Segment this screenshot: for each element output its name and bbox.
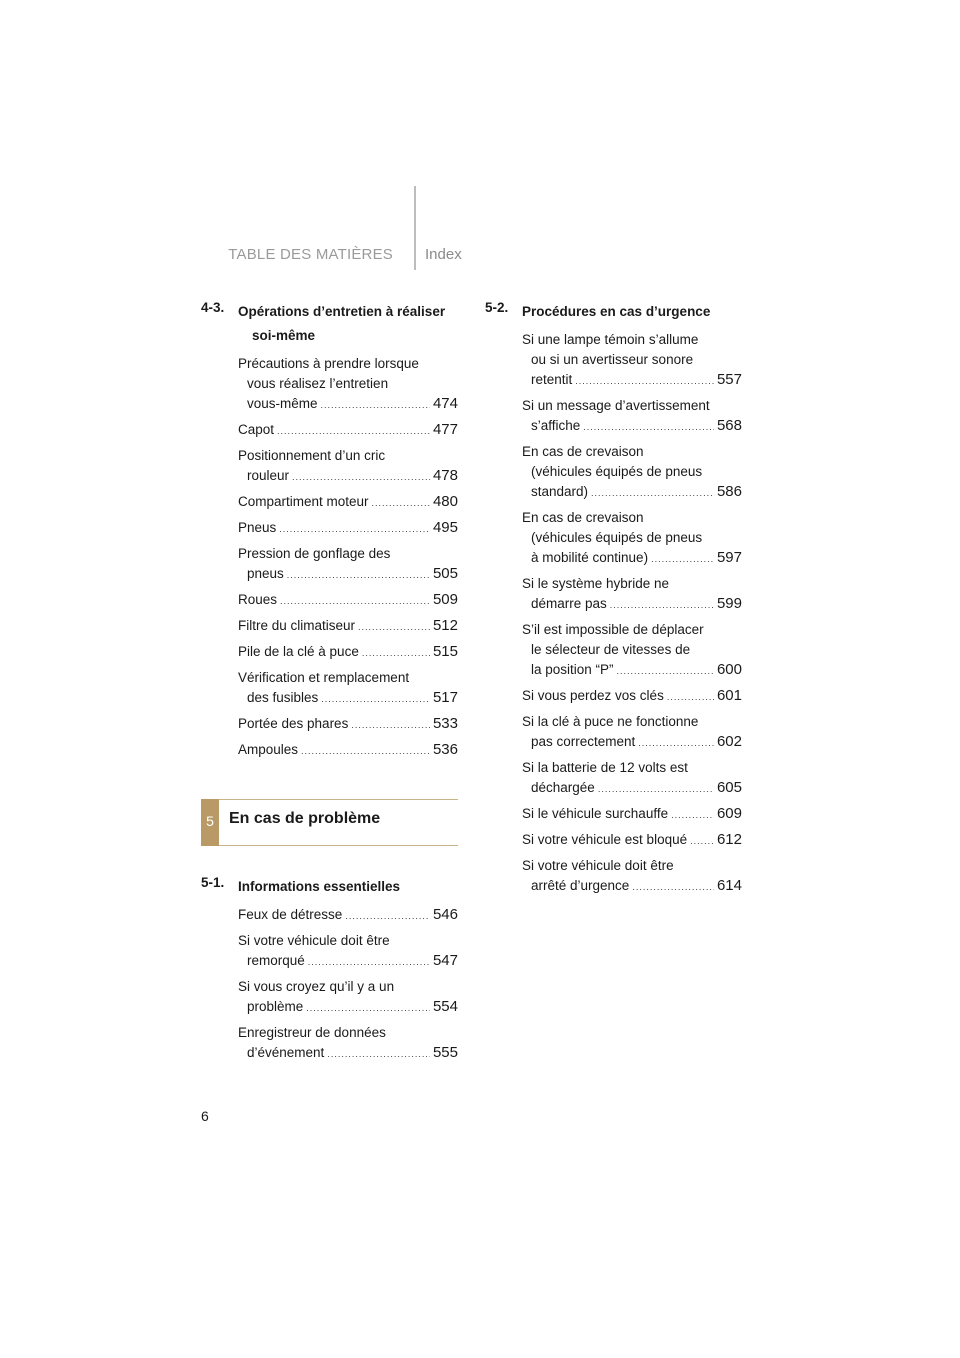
toc-entry-line: Vérification et remplacement: [238, 670, 410, 685]
toc-entry-line: Pression de gonflage des: [238, 546, 391, 561]
page-ref[interactable]: 536: [432, 741, 458, 758]
toc-entry[interactable]: [238, 446, 458, 487]
page-ref[interactable]: 515: [432, 643, 458, 660]
dot-leader: [301, 741, 430, 761]
dot-leader: [287, 565, 430, 585]
toc-entry-line: Si vous croyez qu’il y a un: [238, 979, 395, 994]
toc-entry-lastline: [238, 492, 458, 513]
toc-entry-lastline: [238, 564, 458, 585]
toc-entry[interactable]: [522, 856, 742, 897]
dot-leader: [362, 643, 430, 663]
toc-entry-text: Roues: [238, 592, 278, 607]
section-heading-4-3: [201, 300, 458, 348]
dot-leader: [667, 687, 714, 707]
page-ref[interactable]: 555: [432, 1044, 458, 1061]
page-ref[interactable]: 557: [716, 371, 742, 388]
page-ref[interactable]: 512: [432, 617, 458, 634]
dot-leader: [598, 779, 714, 799]
toc-entry[interactable]: [522, 330, 742, 391]
toc-entry-lastline: [522, 830, 742, 851]
toc-entry[interactable]: [522, 508, 742, 569]
toc-entry-text: Si votre véhicule est bloqué: [522, 832, 688, 847]
dot-leader: [651, 549, 714, 569]
toc-entry-line: Enregistreur de données: [238, 1025, 386, 1040]
toc-entry-text: Si le véhicule surchauffe: [522, 806, 669, 821]
page-ref[interactable]: 586: [716, 483, 742, 500]
toc-entry[interactable]: [522, 442, 742, 503]
toc-entry-line: Positionnement d’un cric: [238, 448, 386, 463]
toc-entry-text: rouleur: [247, 468, 290, 483]
toc-entry[interactable]: [522, 758, 742, 799]
dot-leader: [321, 395, 430, 415]
toc-entry-text: retentit: [531, 372, 573, 387]
toc-entry[interactable]: [238, 931, 458, 972]
page-ref[interactable]: 509: [432, 591, 458, 608]
toc-entry-text: remorqué: [247, 953, 305, 968]
toc-entries: [485, 330, 742, 897]
toc-entry-text: Portée des phares: [238, 716, 349, 731]
chapter-title: En cas de problème: [229, 810, 381, 827]
toc-entries: [201, 905, 458, 1064]
toc-entry-text: Pile de la clé à puce: [238, 644, 359, 659]
toc-entry-line: Si votre véhicule doit être: [238, 933, 390, 948]
page-ref[interactable]: 601: [716, 687, 742, 704]
section-title-line2: soi-même: [252, 328, 316, 343]
toc-entry[interactable]: [238, 590, 458, 611]
page-ref[interactable]: 478: [432, 467, 458, 484]
toc-entry-text: s’affiche: [531, 418, 581, 433]
page-ref[interactable]: 597: [716, 549, 742, 566]
dot-leader: [591, 483, 714, 503]
chapter-tab[interactable]: 5: [201, 799, 219, 846]
toc-entry-line: vous réalisez l’entretien: [247, 376, 389, 391]
section-title-line1: Informations essentielles: [238, 879, 401, 894]
toc-entry-line: En cas de crevaison: [522, 510, 644, 525]
section-number: 5-1.: [201, 875, 225, 890]
toc-entry-lastline: [238, 590, 458, 611]
chapter-rule-top: [201, 799, 458, 800]
toc-entry-line: Si un message d’avertissement: [522, 398, 710, 413]
toc-entry-line: Si le système hybride ne: [522, 576, 670, 591]
toc-entry-text: standard): [531, 484, 589, 499]
page-ref[interactable]: 480: [432, 493, 458, 510]
section-number: 5-2.: [485, 300, 509, 315]
toc-entry-text: vous-même: [247, 396, 318, 411]
dot-leader: [690, 831, 714, 851]
toc-entry[interactable]: [238, 668, 458, 709]
toc-entry-text: Feux de détresse: [238, 907, 343, 922]
page-number: 6: [201, 1108, 209, 1124]
toc-entry-lastline: [522, 548, 742, 569]
chapter-heading: [201, 799, 458, 845]
toc-entry[interactable]: [238, 1023, 458, 1064]
toc-entry-line: En cas de crevaison: [522, 444, 644, 459]
toc-entry[interactable]: [238, 977, 458, 1018]
toc-entry-lastline: [522, 778, 742, 799]
toc-entry[interactable]: [238, 642, 458, 663]
toc-entry-text: Pneus: [238, 520, 277, 535]
dot-leader: [306, 998, 430, 1018]
dot-leader: [372, 493, 430, 513]
header-divider: [414, 186, 416, 270]
right-column: [485, 300, 742, 902]
toc-entry-lastline: [238, 518, 458, 539]
toc-entry-lastline: [238, 420, 458, 441]
toc-entry[interactable]: [522, 574, 742, 615]
toc-entry[interactable]: [238, 420, 458, 441]
toc-entry[interactable]: [522, 396, 742, 437]
toc-entry[interactable]: [238, 492, 458, 513]
dot-leader: [280, 591, 430, 611]
section-number: 4-3.: [201, 300, 225, 315]
toc-entry-text: pneus: [247, 566, 284, 581]
dot-leader: [308, 952, 430, 972]
left-column: [201, 300, 458, 1069]
toc-entry-lastline: [238, 951, 458, 972]
toc-entry-line: Si la batterie de 12 volts est: [522, 760, 688, 775]
dot-leader: [610, 595, 714, 615]
toc-entry-lastline: [522, 594, 742, 615]
page-ref[interactable]: 600: [716, 661, 742, 678]
section-title-line1: Opérations d’entretien à réaliser: [238, 304, 446, 319]
dot-leader: [292, 467, 430, 487]
page-ref[interactable]: 602: [716, 733, 742, 750]
toc-entry-lastline: [238, 616, 458, 637]
toc-entry-text: à mobilité continue): [531, 550, 649, 565]
page-ref[interactable]: 554: [432, 998, 458, 1015]
toc-entry-line: S’il est impossible de déplacer: [522, 622, 704, 637]
toc-entry-line: Si votre véhicule doit être: [522, 858, 674, 873]
toc-entry-text: la position “P”: [531, 662, 614, 677]
toc-entry-text: Ampoules: [238, 742, 299, 757]
toc-entry-text: déchargée: [531, 780, 595, 795]
toc-entry[interactable]: [238, 905, 458, 926]
toc-entry[interactable]: [522, 620, 742, 681]
toc-entry[interactable]: [238, 740, 458, 761]
toc-entry-lastline: [522, 876, 742, 897]
dot-leader: [279, 519, 430, 539]
toc-link[interactable]: TABLE DES MATIÈRES: [228, 246, 393, 263]
dot-leader: [638, 733, 714, 753]
chapter-rule-bottom: [201, 845, 458, 846]
page-ref[interactable]: 517: [432, 689, 458, 706]
dot-leader: [277, 421, 430, 441]
dot-leader: [358, 617, 430, 637]
page-ref[interactable]: 605: [716, 779, 742, 796]
toc-entry[interactable]: [522, 804, 742, 825]
toc-entry-lastline: [522, 370, 742, 391]
toc-entry-text: problème: [247, 999, 304, 1014]
toc-entry-text: d’événement: [247, 1045, 325, 1060]
page-ref[interactable]: 546: [432, 906, 458, 923]
toc-entry-lastline: [238, 466, 458, 487]
toc-entry[interactable]: [238, 518, 458, 539]
toc-entry-lastline: [522, 482, 742, 503]
toc-entry-lastline: [238, 714, 458, 735]
toc-entry[interactable]: [238, 616, 458, 637]
toc-entry-lastline: [238, 1043, 458, 1064]
section-heading-5-2: [485, 300, 742, 324]
toc-entry-line: Si la clé à puce ne fonctionne: [522, 714, 699, 729]
toc-entry-text: Compartiment moteur: [238, 494, 369, 509]
toc-entry-lastline: [522, 804, 742, 825]
toc-entry-line: Précautions à prendre lorsque: [238, 356, 419, 371]
toc-entry-line: Si une lampe témoin s’allume: [522, 332, 699, 347]
dot-leader: [671, 805, 714, 825]
dot-leader: [321, 689, 430, 709]
toc-entry-lastline: [522, 732, 742, 753]
toc-entry[interactable]: [238, 714, 458, 735]
toc-entry-line: le sélecteur de vitesses de: [531, 642, 691, 657]
dot-leader: [617, 661, 714, 681]
toc-entry-lastline: [238, 905, 458, 926]
toc-entry[interactable]: [522, 686, 742, 707]
section-title: [201, 875, 458, 899]
toc-entry-text: Filtre du climatiseur: [238, 618, 356, 633]
page-ref[interactable]: 495: [432, 519, 458, 536]
dot-leader: [583, 417, 714, 437]
toc-entry-text: arrêté d’urgence: [531, 878, 630, 893]
section-title: [201, 300, 458, 348]
page-ref[interactable]: 474: [432, 395, 458, 412]
toc-entry-lastline: [238, 642, 458, 663]
dot-leader: [327, 1044, 430, 1064]
toc-entry-lastline: [238, 997, 458, 1018]
section-title-line1: Procédures en cas d’urgence: [522, 304, 711, 319]
toc-entry-text: pas correctement: [531, 734, 636, 749]
toc-entry[interactable]: [238, 354, 458, 415]
index-link[interactable]: Index: [425, 246, 462, 263]
dot-leader: [345, 906, 430, 926]
page-ref[interactable]: 533: [432, 715, 458, 732]
toc-entry[interactable]: [522, 830, 742, 851]
page-ref[interactable]: 609: [716, 805, 742, 822]
toc-entry-line: (véhicules équipés de pneus: [531, 464, 703, 479]
page-ref[interactable]: 547: [432, 952, 458, 969]
section-title: [485, 300, 742, 324]
page-header: [0, 186, 960, 271]
toc-entry-line: ou si un avertisseur sonore: [531, 352, 694, 367]
section-heading-5-1: [201, 875, 458, 899]
page-ref[interactable]: 599: [716, 595, 742, 612]
page-ref[interactable]: 477: [432, 421, 458, 438]
dot-leader: [351, 715, 430, 735]
toc-entry-text: Capot: [238, 422, 275, 437]
toc-entry[interactable]: [238, 544, 458, 585]
page-ref[interactable]: 614: [716, 877, 742, 894]
dot-leader: [632, 877, 714, 897]
page-ref[interactable]: 612: [716, 831, 742, 848]
toc-entry-text: des fusibles: [247, 690, 319, 705]
page-ref[interactable]: 568: [716, 417, 742, 434]
toc-entry-lastline: [522, 416, 742, 437]
page-ref[interactable]: 505: [432, 565, 458, 582]
toc-entry-line: (véhicules équipés de pneus: [531, 530, 703, 545]
toc-entry-lastline: [238, 688, 458, 709]
toc-entry-text: Si vous perdez vos clés: [522, 688, 664, 703]
toc-entry-lastline: [238, 740, 458, 761]
toc-entry-lastline: [522, 686, 742, 707]
toc-entry-lastline: [522, 660, 742, 681]
toc-entries: [201, 354, 458, 761]
dot-leader: [575, 371, 714, 391]
toc-entry-text: démarre pas: [531, 596, 607, 611]
toc-entry[interactable]: [522, 712, 742, 753]
toc-entry-lastline: [238, 394, 458, 415]
